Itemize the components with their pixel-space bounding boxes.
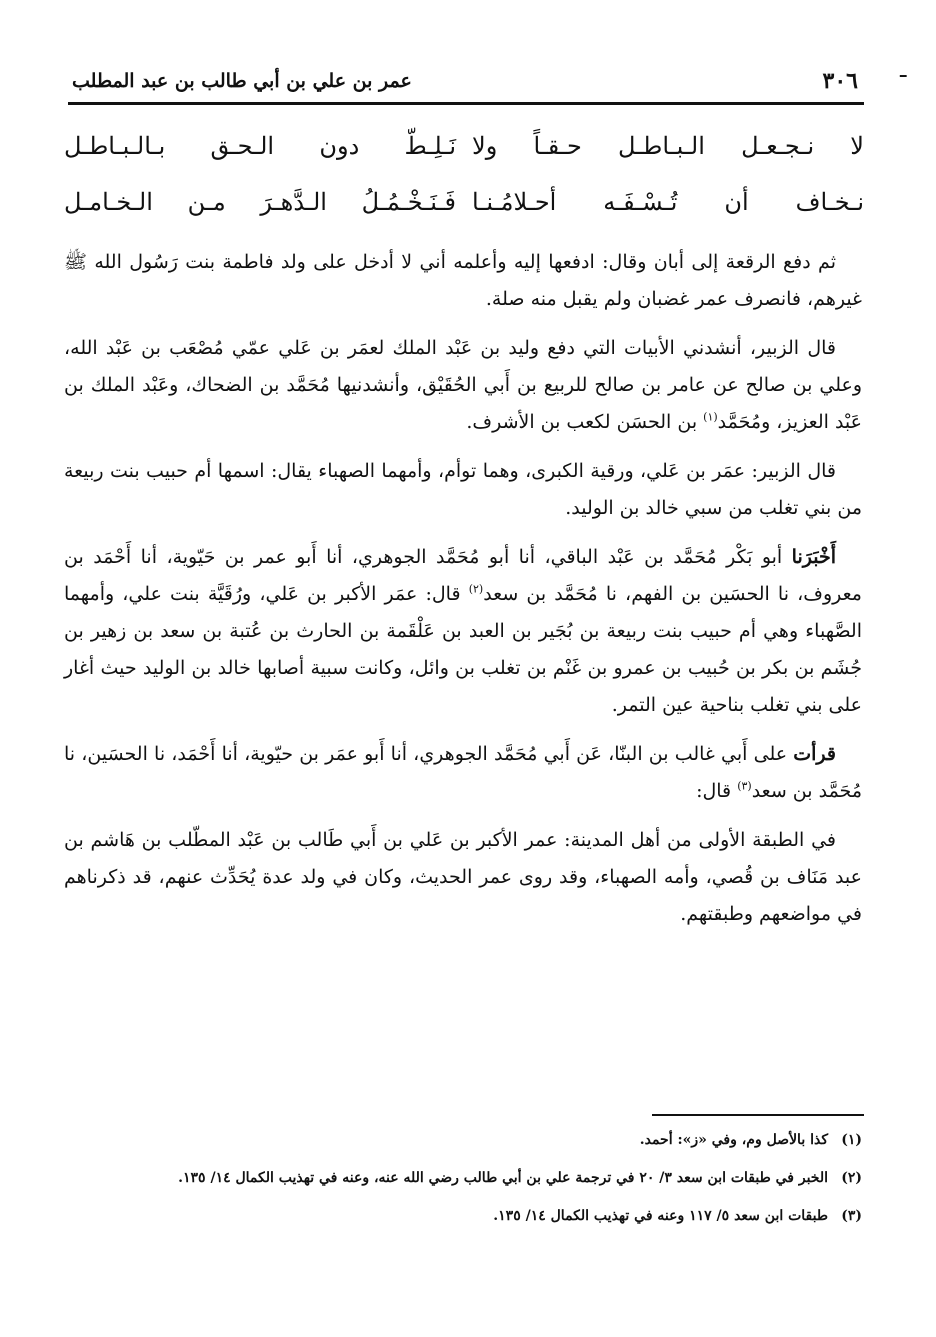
footnote-number: (١) (841, 1132, 862, 1148)
paragraph (64, 330, 862, 441)
verse-second-hemistich: نَـلِـطّ دون الـحـق بـالـبـاطـل (64, 132, 456, 160)
footnote-text: طبقات ابن سعد ٥/ ١١٧ وعنه في تهذيب الكمال ١٤/ ١٣٥. (493, 1208, 828, 1224)
paragraph-text: قال: (696, 780, 738, 802)
footnote-number: (٢) (841, 1170, 862, 1186)
page-header (68, 66, 864, 102)
paragraph-text: قال: عمَر الأكبر بن عَلي، ورُقَيَّة بنت علي، وأمهما الصَّهباء وهي أم حبيب بنت ربيعة بن بُجَير بن العبد بن عَلْقَمة بن الحارث بن عُتبة بن سعد بن زهير بن جُشَم بن بكر بن حُبيب بن عمرو بن غَنْم بن تغلب بن وائل، وكانت سبية أصابها خالد بن الوليد حيث أغار على بني تغلب بناحية عين التمر. (64, 583, 862, 716)
footnote-ref[interactable]: (١) (703, 410, 718, 424)
paragraph (64, 453, 862, 527)
paragraph-lead: قرأت (793, 743, 836, 765)
footnote-text: الخبر في طبقات ابن سعد ٣/ ٢٠ في ترجمة علي بن أبي طالب رضي الله عنه، وعنه في تهذيب الكمال ١٤/ ١٣٥. (178, 1170, 828, 1186)
paragraph (64, 822, 862, 933)
paragraph-text: أبو بَكْر مُحَمَّد بن عَبْد الباقي، أنا أبو مُحَمَّد الجوهري، أنا أَبو عمر بن حَيّوية، أنا أَحْمَد بن معروف، نا الحسَين بن الفهم، نا مُحَمَّد بن سعد (64, 546, 862, 605)
footnote (64, 1126, 862, 1154)
footnotes (64, 1126, 862, 1240)
footnote-rule (652, 1114, 864, 1116)
paragraph (64, 736, 862, 810)
paragraph-text: في الطبقة الأولى من أهل المدينة: عمر الأكبر بن عَلي بن أَبي طَالب بن عَبْد المطّلب بن هَاشم بن عبد مَنَاف بن قُصي، وأمه الصهباء، وقد روى عمر الحديث، وكان في ولد عدة يُحَدِّث عنهم، قد ذكرناهم في مواضعهم وطبقتهم. (64, 829, 862, 925)
footnote-text: كذا بالأصل وم، وفي «ز»: أحمد. (639, 1132, 828, 1148)
main-text (64, 244, 862, 945)
paragraph-text: على أَبي غالب بن البنّا، عَن أَبي مُحَمَّد الجوهري، أنا أَبو عمَر بن حيّوية، أنا أَحْمَد، نا الحسَين، نا مُحَمَّد بن سعد (64, 743, 862, 802)
footnote-ref[interactable]: (٢) (468, 582, 484, 596)
page-number: ٣٠٦ (822, 68, 858, 94)
verse-line (64, 188, 864, 244)
paragraph-text: بن الحسَن لكعب بن الأشرف. (466, 411, 704, 433)
footnote (64, 1202, 862, 1230)
header-rule (68, 102, 864, 105)
paragraph-text: قال الزبير: عمَر بن عَلي، ورقية الكبرى، وهما توأم، وأمهما الصهباء يقال: اسمها أم حبيب بنت ربيعة من بني تغلب من سبي خالد بن الوليد. (64, 460, 862, 519)
verse-first-hemistich: نـخـاف أن تُـسْـفَـه أحـلامُـنـا (472, 188, 864, 216)
paragraph (64, 244, 862, 318)
paragraph-lead: أَخْبَرَنا (791, 546, 836, 568)
paragraph-text: قال الزبير، أنشدني الأبيات التي دفع وليد بن عَبْد الملك لعمَر بن عَلي عمّي مُصْعَب بن عَبْد الله، وعلي بن صالح عن عامر بن صالح للربيع بن أَبي الحُقَيْق، وأنشدنيها مُحَمَّد بن الضحاك، وعَبْد الملك بن عَبْد العزيز، ومُحَمَّد (64, 337, 862, 433)
footnote-ref[interactable]: (٣) (737, 779, 752, 793)
running-title: عمر بن علي بن أبي طالب بن عبد المطلب (72, 70, 412, 92)
footnote-number: (٣) (841, 1208, 862, 1224)
paragraph-text: ثم دفع الرقعة إلى أبان وقال: ادفعها إليه وأعلمه أني لا أدخل على ولد فاطمة بنت رَسُول الله ﷺ غيرهم، فانصرف عمر غضبان ولم يقبل منه صلة. (64, 251, 862, 310)
poem-verses (64, 132, 864, 244)
footnote (64, 1164, 862, 1192)
verse-line (64, 132, 864, 188)
corner-mark: ـ (900, 58, 907, 83)
verse-second-hemistich: فَـنَـخْـمُـلُ الـدَّهـرَ مـن الـخـامـل (64, 188, 456, 216)
paragraph (64, 539, 862, 724)
verse-first-hemistich: لا نـجـعـل الـبـاطـل حـقـاً ولا (472, 132, 864, 160)
